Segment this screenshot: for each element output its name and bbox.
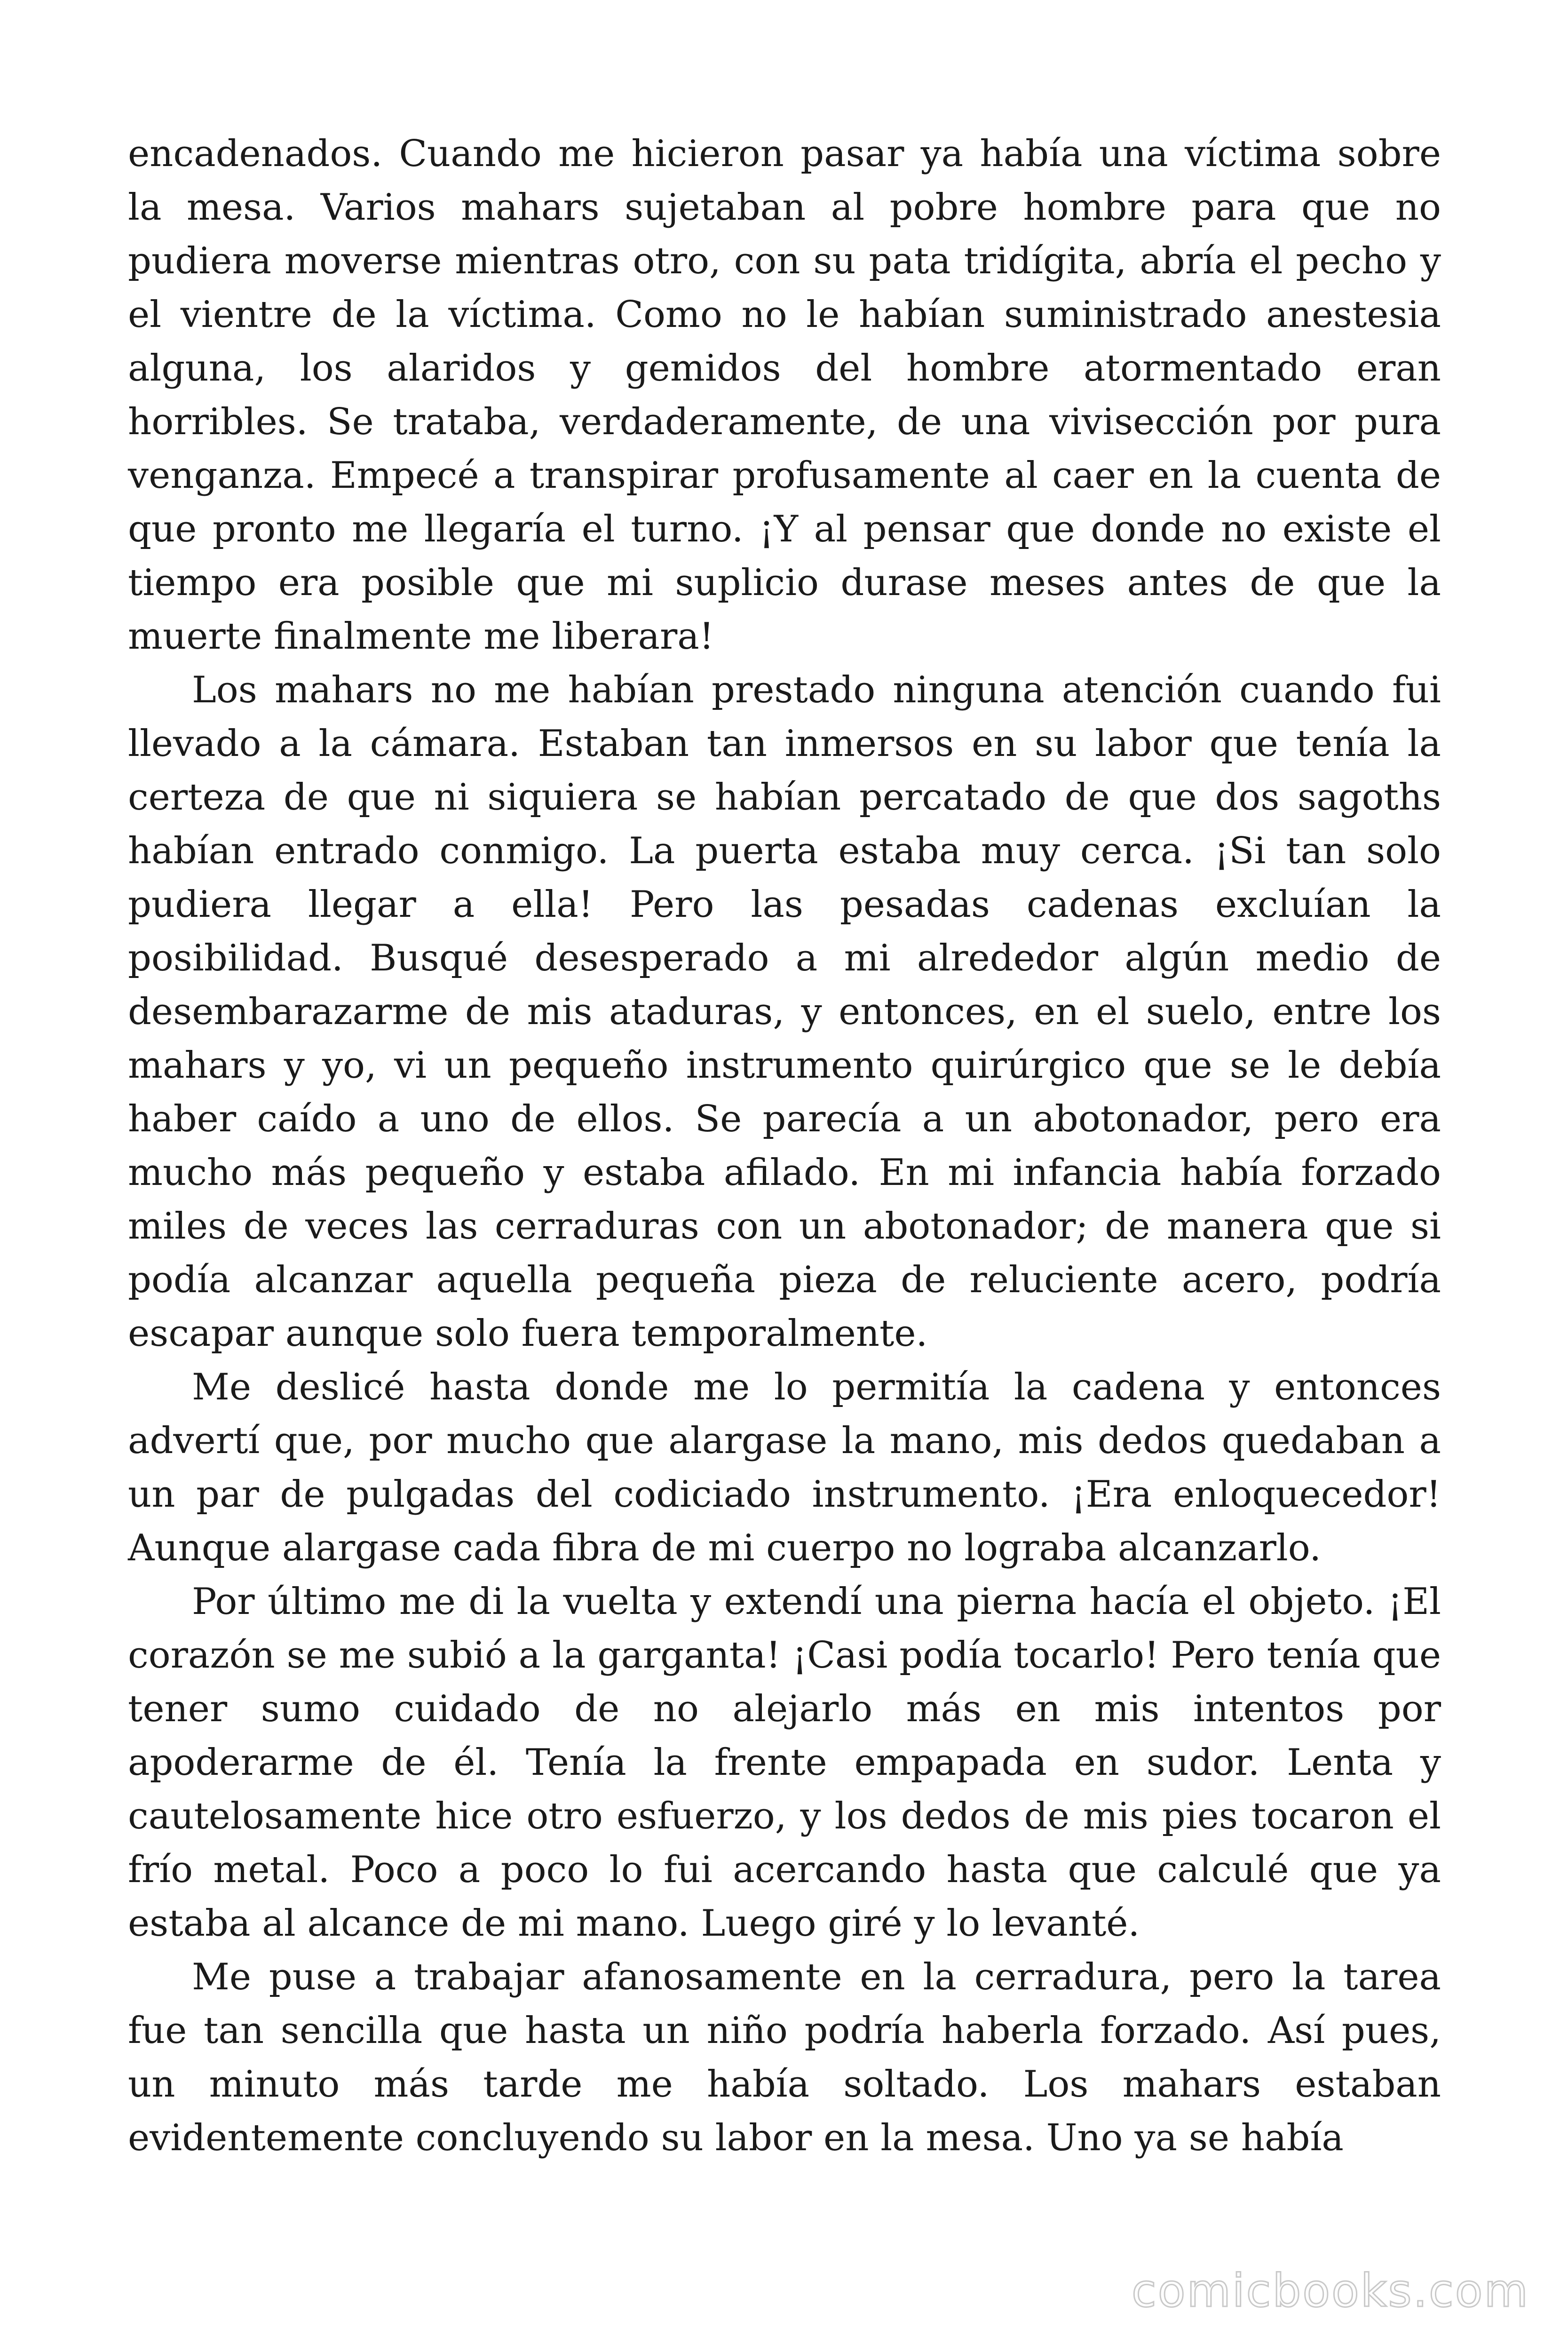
paragraph-4: Por último me di la vuelta y extendí una pierna hacía el objeto. ¡El corazón se me subió a la garganta! ¡Casi podía tocarlo! Pero tenía que tener sumo cuidado de no alejarlo más en mis intentos por apoderarme de él. Tenía la frente empapada en sudor. Lenta y cautelosamente hice otro esfuerzo, y los dedos de mis pies tocaron el frío metal. Poco a poco lo fui acercando hasta que calculé que ya estaba al alcance de mi mano. Luego giré y lo levanté.: [128, 1581, 1441, 1945]
body-text: [128, 127, 1441, 2165]
watermark-logo: comicbooks.com: [1131, 2265, 1529, 2317]
paragraph-2: Los mahars no me habían prestado ninguna atención cuando fui llevado a la cámara. Estaban tan inmersos en su labor que tenía la certeza de que ni siquiera se habían percatado de que dos sagoths habían entrado conmigo. La puerta estaba muy cerca. ¡Si tan solo pudiera llegar a ella! Pero las pesadas cadenas excluían la posibilidad. Busqué desesperado a mi alrededor algún medio de desembarazarme de mis ataduras, y entonces, en el suelo, entre los mahars y yo, vi un pequeño instrumento quirúrgico que se le debía haber caído a uno de ellos. Se parecía a un abotonador, pero era mucho más pequeño y estaba afilado. En mi infancia había forzado miles de veces las cerraduras con un abotonador; de manera que si podía alcanzar aquella pequeña pieza de reluciente acero, podría escapar aunque solo fuera temporalmente.: [128, 669, 1441, 1355]
paragraph-3: Me deslicé hasta donde me lo permitía la cadena y entonces advertí que, por mucho que alargase la mano, mis dedos quedaban a un par de pulgadas del codiciado instrumento. ¡Era enloquecedor! Aunque alargase cada fibra de mi cuerpo no lograba alcanzarlo.: [128, 1366, 1441, 1569]
paragraph-5: Me puse a trabajar afanosamente en la cerradura, pero la tarea fue tan sencilla que hasta un niño podría haberla forzado. Así pues, un minuto más tarde me había soltado. Los mahars estaban evidentemente concluyendo su labor en la mesa. Uno ya se había: [128, 1956, 1441, 2159]
paragraph-1: encadenados. Cuando me hicieron pasar ya había una víctima sobre la mesa. Varios mahars sujetaban al pobre hombre para que no pudiera moverse mientras otro, con su pata tridígita, abría el pecho y el vientre de la víctima. Como no le habían suministrado anestesia alguna, los alaridos y gemidos del hombre atormentado eran horribles. Se trataba, verdaderamente, de una vivisección por pura venganza. Empecé a transpirar profusamente al caer en la cuenta de que pronto me llegaría el turno. ¡Y al pensar que donde no existe el tiempo era posible que mi suplicio durase meses antes de que la muerte finalmente me liberara!: [128, 133, 1441, 658]
